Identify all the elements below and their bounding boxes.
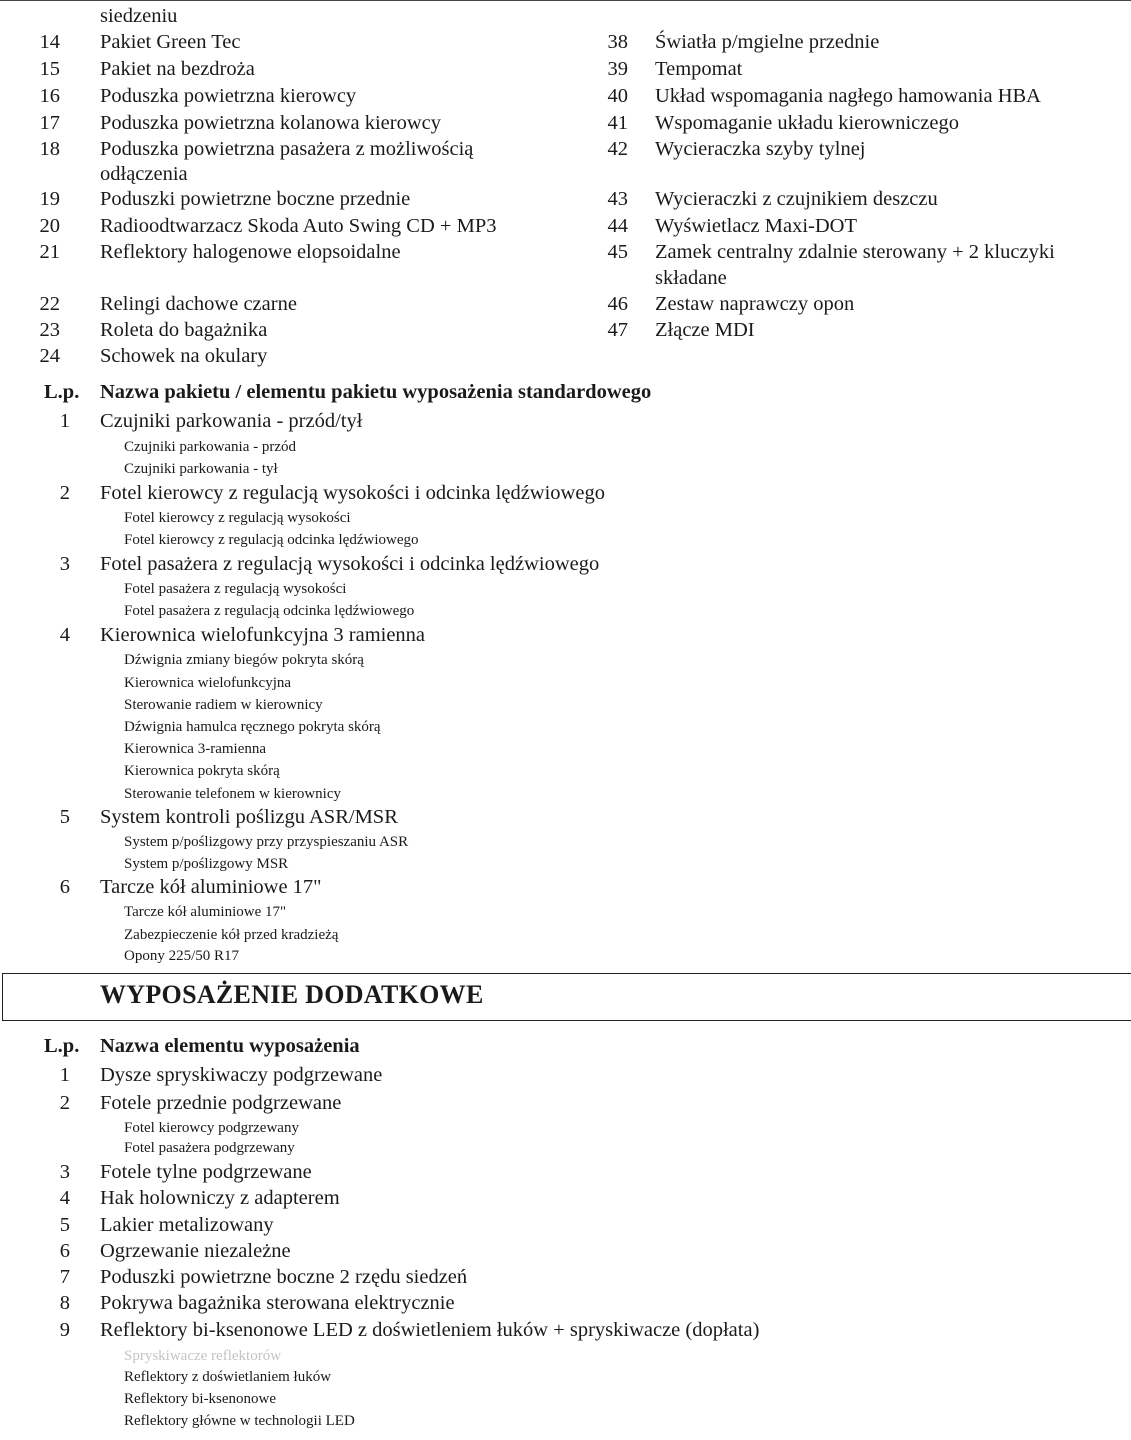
list-item-text: Wycieraczka szyby tylnej: [655, 138, 866, 160]
list-item-text: Radioodtwarzacz Skoda Auto Swing CD + MP3: [100, 215, 497, 237]
equipment-number: 8: [59, 1292, 70, 1314]
equipment-name: Pokrywa bagażnika sterowana elektrycznie: [100, 1292, 455, 1314]
list-item-number: 43: [607, 188, 628, 210]
equipment-number: 3: [59, 1161, 70, 1183]
list-item-number: 47: [607, 319, 628, 341]
column-header-lp: L.p.: [44, 381, 80, 403]
equipment-number: 5: [59, 1214, 70, 1236]
equipment-subitem: Spryskiwacze reflektorów: [124, 1348, 282, 1364]
list-item-number: 20: [39, 215, 60, 237]
list-item-text: Schowek na okulary: [100, 345, 268, 367]
list-item-number: 41: [607, 112, 628, 134]
list-item-text: Poduszka powietrzna kierowcy: [100, 85, 357, 107]
list-item-number: 42: [607, 138, 628, 160]
section-title: WYPOSAŻENIE DODATKOWE: [100, 980, 484, 1009]
list-item-text: odłączenia: [100, 163, 188, 185]
list-item-number: 38: [607, 31, 628, 53]
list-item-number: 15: [39, 58, 60, 80]
list-item-text: Poduszka powietrzna pasażera z możliwością: [100, 138, 474, 160]
column-header-lp: L.p.: [44, 1035, 80, 1057]
list-item-text: składane: [655, 267, 727, 289]
list-item-number: 40: [607, 85, 628, 107]
package-subitem: Tarcze kół aluminiowe 17": [124, 904, 287, 920]
package-subitem: Czujniki parkowania - przód: [124, 439, 297, 455]
equipment-name: Fotele tylne podgrzewane: [100, 1161, 312, 1183]
package-subitem: Kierownica pokryta skórą: [124, 763, 280, 779]
list-item-number: 18: [39, 138, 60, 160]
package-subitem: Fotel kierowcy z regulacją odcinka lędźwiowego: [124, 532, 419, 548]
list-item-number: 22: [39, 293, 60, 315]
package-name: Fotel pasażera z regulacją wysokości i odcinka lędźwiowego: [100, 553, 600, 575]
equipment-subitem: Fotel pasażera podgrzewany: [124, 1140, 295, 1156]
package-subitem: Czujniki parkowania - tył: [124, 461, 278, 477]
equipment-number: 2: [59, 1092, 70, 1114]
equipment-subitem: Reflektory bi-ksenonowe: [124, 1391, 277, 1407]
package-number: 4: [59, 624, 70, 646]
list-item-text: Relingi dachowe czarne: [100, 293, 297, 315]
list-item-text: Roleta do bagażnika: [100, 319, 268, 341]
equipment-name: Fotele przednie podgrzewane: [100, 1092, 342, 1114]
package-name: Czujniki parkowania - przód/tył: [100, 410, 363, 432]
package-name: Kierownica wielofunkcyjna 3 ramienna: [100, 624, 426, 646]
list-item-text: Pakiet Green Tec: [100, 31, 241, 53]
column-header-name: Nazwa elementu wyposażenia: [100, 1035, 360, 1057]
package-name: Tarcze kół aluminiowe 17": [100, 876, 322, 898]
top-rule: [0, 0, 1131, 1]
package-number: 3: [59, 553, 70, 575]
list-item-text: Zamek centralny zdalnie sterowany + 2 kluczyki: [655, 241, 1055, 263]
equipment-number: 9: [59, 1319, 70, 1341]
list-item-number: 45: [607, 241, 628, 263]
list-item-number: 24: [39, 345, 60, 367]
list-item-text: Poduszki powietrzne boczne przednie: [100, 188, 411, 210]
package-name: System kontroli poślizgu ASR/MSR: [100, 806, 398, 828]
package-subitem: Opony 225/50 R17: [124, 948, 240, 964]
list-item-number: 39: [607, 58, 628, 80]
package-subitem: Kierownica wielofunkcyjna: [124, 675, 292, 691]
package-number: 1: [59, 410, 70, 432]
list-item-text: Pakiet na bezdroża: [100, 58, 255, 80]
list-item-number: 14: [39, 31, 60, 53]
list-item-text: Wspomaganie układu kierowniczego: [655, 112, 959, 134]
package-subitem: Fotel pasażera z regulacją wysokości: [124, 581, 347, 597]
equipment-subitem: Reflektory z doświetlaniem łuków: [124, 1369, 332, 1385]
equipment-name: Dysze spryskiwaczy podgrzewane: [100, 1064, 383, 1086]
list-item-text: Układ wspomagania nagłego hamowania HBA: [655, 85, 1041, 107]
list-item-text: Poduszka powietrzna kolanowa kierowcy: [100, 112, 441, 134]
list-item-number: 16: [39, 85, 60, 107]
package-number: 5: [59, 806, 70, 828]
list-item-text: Złącze MDI: [655, 319, 755, 341]
package-subitem: System p/poślizgowy MSR: [124, 856, 289, 872]
package-number: 2: [59, 482, 70, 504]
package-name: Fotel kierowcy z regulacją wysokości i odcinka lędźwiowego: [100, 482, 605, 504]
equipment-name: Poduszki powietrzne boczne 2 rzędu siedzeń: [100, 1266, 468, 1288]
list-item-number: 46: [607, 293, 628, 315]
package-subitem: Sterowanie telefonem w kierownicy: [124, 786, 342, 802]
list-item-text: Światła p/mgielne przednie: [655, 31, 880, 53]
package-subitem: Dźwignia zmiany biegów pokryta skórą: [124, 652, 364, 668]
list-item-number: 17: [39, 112, 60, 134]
package-number: 6: [59, 876, 70, 898]
equipment-name: Hak holowniczy z adapterem: [100, 1187, 340, 1209]
equipment-name: Ogrzewanie niezależne: [100, 1240, 291, 1262]
equipment-subitem: Fotel kierowcy podgrzewany: [124, 1120, 299, 1136]
package-subitem: Sterowanie radiem w kierownicy: [124, 697, 323, 713]
list-item-text: Reflektory halogenowe elopsoidalne: [100, 241, 401, 263]
equipment-number: 7: [59, 1266, 70, 1288]
column-header-name: Nazwa pakietu / elementu pakietu wyposażenia standardowego: [100, 381, 652, 403]
package-subitem: Fotel pasażera z regulacją odcinka lędźwiowego: [124, 603, 415, 619]
list-item-number: 44: [607, 215, 628, 237]
equipment-name: Reflektory bi-ksenonowe LED z doświetleniem łuków + spryskiwacze (dopłata): [100, 1319, 760, 1341]
list-item-number: 23: [39, 319, 60, 341]
package-subitem: Fotel kierowcy z regulacją wysokości: [124, 510, 351, 526]
equipment-name: Lakier metalizowany: [100, 1214, 274, 1236]
equipment-subitem: Reflektory główne w technologii LED: [124, 1413, 355, 1429]
list-item-text: Wycieraczki z czujnikiem deszczu: [655, 188, 938, 210]
package-subitem: Zabezpieczenie kół przed kradzieżą: [124, 927, 339, 943]
package-subitem: System p/poślizgowy przy przyspieszaniu ASR: [124, 834, 409, 850]
package-subitem: Dźwignia hamulca ręcznego pokryta skórą: [124, 719, 381, 735]
list-item-text: Tempomat: [655, 58, 743, 80]
package-subitem: Kierownica 3-ramienna: [124, 741, 267, 757]
equipment-number: 4: [59, 1187, 70, 1209]
list-item-text: Zestaw naprawczy opon: [655, 293, 855, 315]
list-item-text: siedzeniu: [100, 5, 178, 27]
list-item-number: 19: [39, 188, 60, 210]
equipment-number: 1: [59, 1064, 70, 1086]
list-item-number: 21: [39, 241, 60, 263]
equipment-number: 6: [59, 1240, 70, 1262]
list-item-text: Wyświetlacz Maxi-DOT: [655, 215, 857, 237]
